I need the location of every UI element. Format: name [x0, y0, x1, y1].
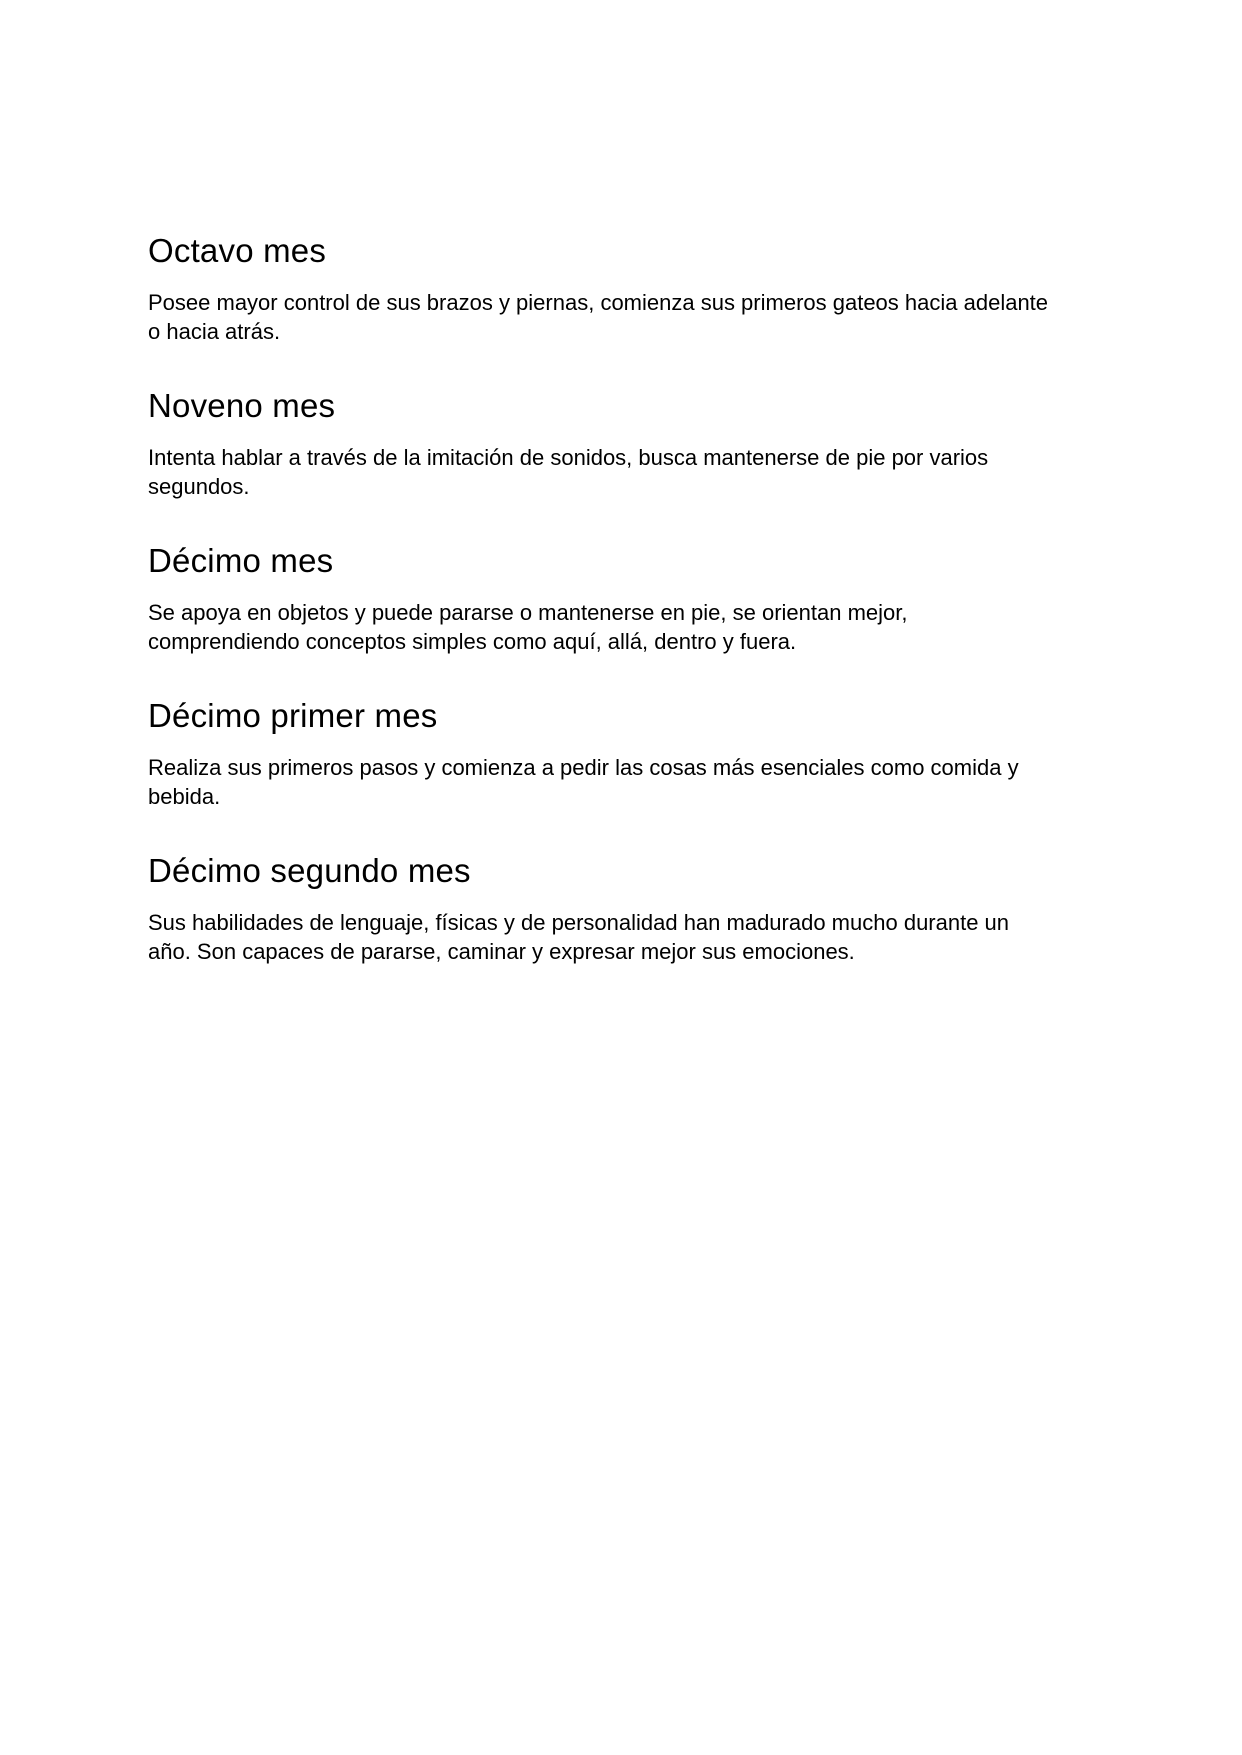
paragraph-line: Intenta hablar a través de la imitación de sonidos, busca mantenerse de pie por varios [148, 445, 989, 470]
section-heading: Décimo segundo mes [148, 852, 471, 889]
section-decimo-primer-mes [148, 696, 1147, 811]
section-decimo-segundo-mes [148, 851, 1147, 966]
paragraph-line: segundos. [148, 474, 250, 499]
section-paragraph [148, 908, 1147, 966]
section-paragraph [148, 598, 1147, 656]
section-noveno-mes [148, 386, 1147, 501]
paragraph-line: comprendiendo conceptos simples como aquí, allá, dentro y fuera. [148, 629, 797, 654]
paragraph-line: Realiza sus primeros pasos y comienza a pedir las cosas más esenciales como comida y [148, 755, 1019, 780]
section-paragraph [148, 443, 1147, 501]
section-heading: Noveno mes [148, 387, 336, 424]
paragraph-line: año. Son capaces de pararse, caminar y expresar mejor sus emociones. [148, 939, 855, 964]
section-heading: Octavo mes [148, 232, 327, 269]
section-paragraph [148, 288, 1147, 346]
section-decimo-mes [148, 541, 1147, 656]
paragraph-line: Posee mayor control de sus brazos y piernas, comienza sus primeros gateos hacia adelante [148, 290, 1049, 315]
section-heading: Décimo primer mes [148, 697, 438, 734]
section-octavo-mes [148, 231, 1147, 346]
section-paragraph [148, 753, 1147, 811]
section-heading: Décimo mes [148, 542, 334, 579]
paragraph-line: Sus habilidades de lenguaje, físicas y de personalidad han madurado mucho durante un [148, 910, 1010, 935]
paragraph-line: Se apoya en objetos y puede pararse o mantenerse en pie, se orientan mejor, [148, 600, 908, 625]
paragraph-line: bebida. [148, 784, 221, 809]
paragraph-line: o hacia atrás. [148, 319, 281, 344]
